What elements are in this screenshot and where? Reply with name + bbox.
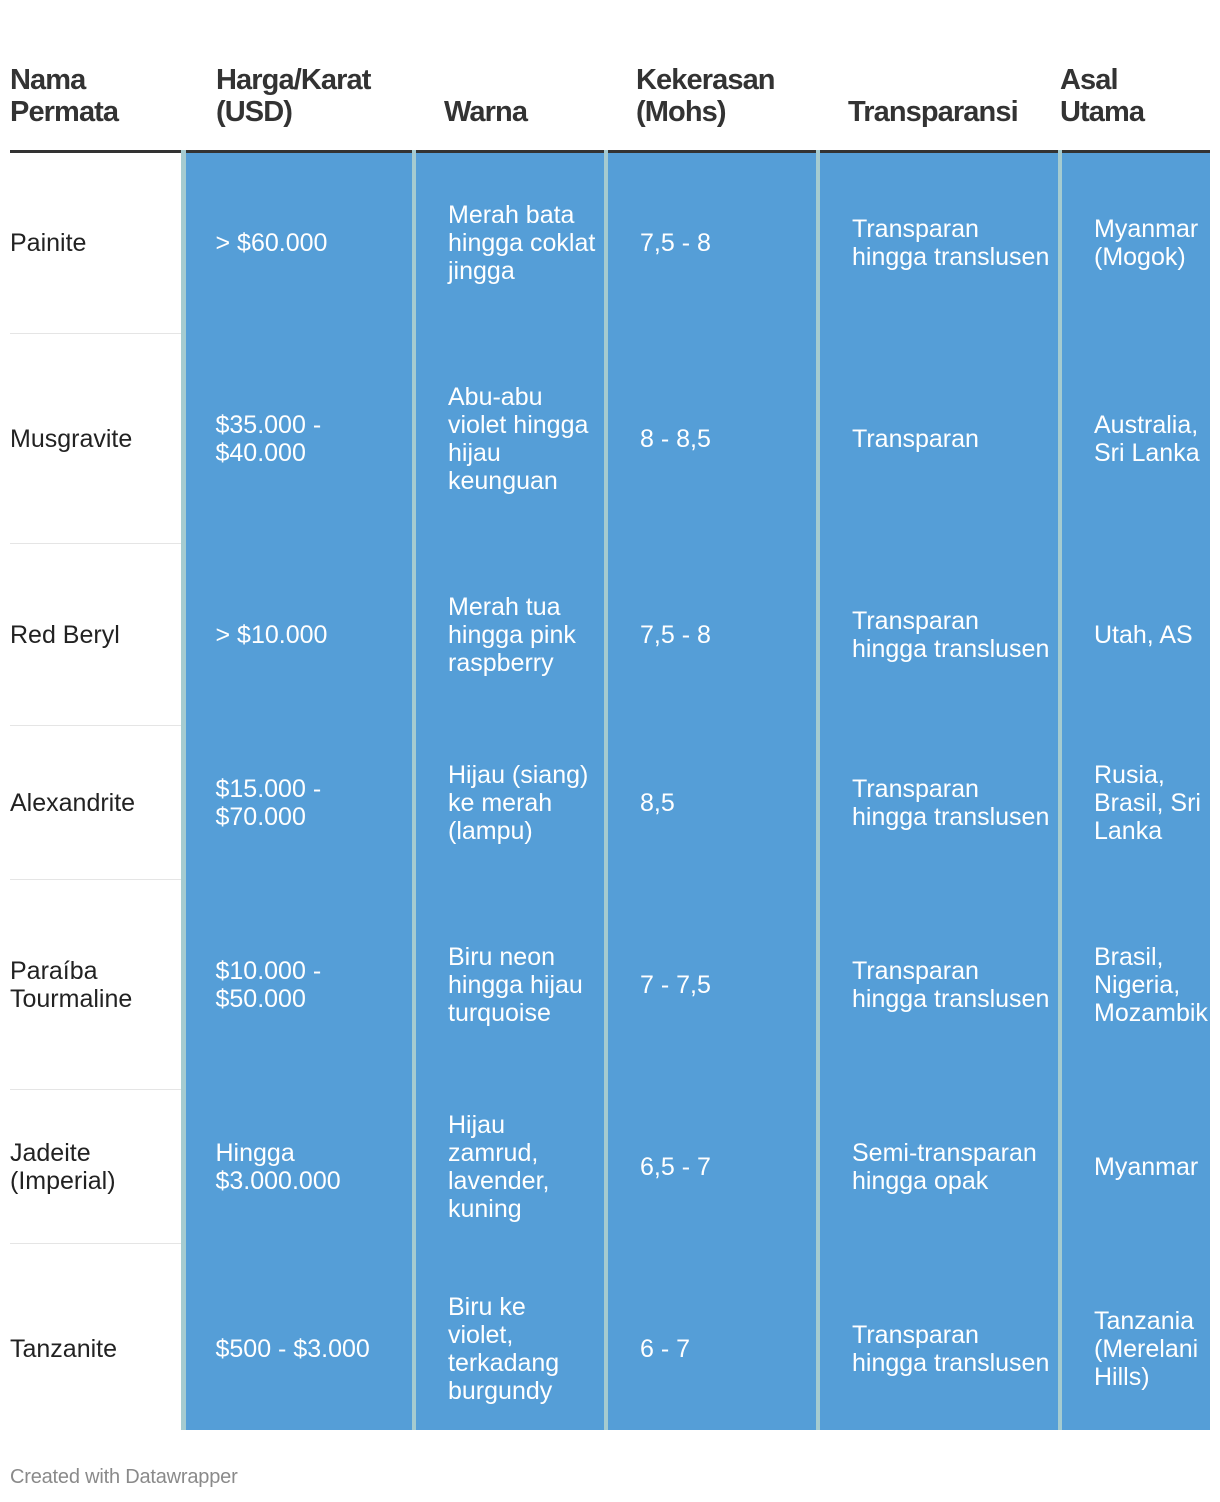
cell-origin: Australia, Sri Lanka xyxy=(1060,334,1210,544)
cell-gem-name: Paraíba Tourmaline xyxy=(10,880,183,1090)
cell-color: Hijau (siang) ke merah (lampu) xyxy=(414,726,606,880)
cell-price-per-carat: $10.000 - $50.000 xyxy=(183,880,414,1090)
table-row xyxy=(10,334,1210,544)
cell-hardness: 7,5 - 8 xyxy=(606,152,818,334)
table-row xyxy=(10,726,1210,880)
cell-price-per-carat: $15.000 - $70.000 xyxy=(183,726,414,880)
cell-price-per-carat: > $60.000 xyxy=(183,152,414,334)
cell-transparency: Transparan hingga translusen xyxy=(818,726,1060,880)
cell-gem-name: Jadeite (Imperial) xyxy=(10,1090,183,1244)
cell-price-per-carat: Hingga $3.000.000 xyxy=(183,1090,414,1244)
cell-price-per-carat: > $10.000 xyxy=(183,544,414,726)
cell-hardness: 8 - 8,5 xyxy=(606,334,818,544)
cell-origin: Brasil, Nigeria, Mozambik xyxy=(1060,880,1210,1090)
cell-hardness: 7,5 - 8 xyxy=(606,544,818,726)
header-row xyxy=(10,0,1210,152)
cell-color: Merah tua hingga pink raspberry xyxy=(414,544,606,726)
cell-origin: Tanzania (Merelani Hills) xyxy=(1060,1244,1210,1431)
column-header-transparency: Transparansi xyxy=(818,0,1060,152)
cell-transparency: Transparan xyxy=(818,334,1060,544)
table-row xyxy=(10,880,1210,1090)
table-row xyxy=(10,1244,1210,1431)
table-row xyxy=(10,544,1210,726)
table-body xyxy=(10,152,1210,1431)
column-header-origin: Asal Utama xyxy=(1060,0,1210,152)
table-row xyxy=(10,1090,1210,1244)
table-row xyxy=(10,152,1210,334)
cell-transparency: Semi-transparan hingga opak xyxy=(818,1090,1060,1244)
cell-gem-name: Tanzanite xyxy=(10,1244,183,1431)
cell-origin: Myanmar xyxy=(1060,1090,1210,1244)
cell-price-per-carat: $500 - $3.000 xyxy=(183,1244,414,1431)
cell-price-per-carat: $35.000 - $40.000 xyxy=(183,334,414,544)
cell-color: Abu-abu violet hingga hijau keunguan xyxy=(414,334,606,544)
column-header-gem-name: Nama Permata xyxy=(10,0,183,152)
column-header-price-per-carat: Harga/Karat (USD) xyxy=(183,0,414,152)
gem-table xyxy=(10,0,1210,1430)
cell-gem-name: Alexandrite xyxy=(10,726,183,880)
cell-gem-name: Musgravite xyxy=(10,334,183,544)
cell-gem-name: Painite xyxy=(10,152,183,334)
cell-hardness: 6,5 - 7 xyxy=(606,1090,818,1244)
cell-origin: Rusia, Brasil, Sri Lanka xyxy=(1060,726,1210,880)
cell-color: Hijau zamrud, lavender, kuning xyxy=(414,1090,606,1244)
cell-color: Biru ke violet, terkadang burgundy xyxy=(414,1244,606,1431)
cell-color: Merah bata hingga coklat jingga xyxy=(414,152,606,334)
cell-transparency: Transparan hingga translusen xyxy=(818,152,1060,334)
column-header-color: Warna xyxy=(414,0,606,152)
cell-hardness: 7 - 7,5 xyxy=(606,880,818,1090)
cell-hardness: 6 - 7 xyxy=(606,1244,818,1431)
column-header-hardness: Kekerasan (Mohs) xyxy=(606,0,818,152)
cell-color: Biru neon hingga hijau turquoise xyxy=(414,880,606,1090)
cell-transparency: Transparan hingga translusen xyxy=(818,1244,1060,1431)
cell-origin: Utah, AS xyxy=(1060,544,1210,726)
footer-credit: Created with Datawrapper xyxy=(10,1466,238,1488)
table-header xyxy=(10,0,1210,152)
cell-hardness: 8,5 xyxy=(606,726,818,880)
gem-table-container xyxy=(10,0,1210,1430)
cell-transparency: Transparan hingga translusen xyxy=(818,880,1060,1090)
cell-transparency: Transparan hingga translusen xyxy=(818,544,1060,726)
cell-origin: Myanmar (Mogok) xyxy=(1060,152,1210,334)
cell-gem-name: Red Beryl xyxy=(10,544,183,726)
